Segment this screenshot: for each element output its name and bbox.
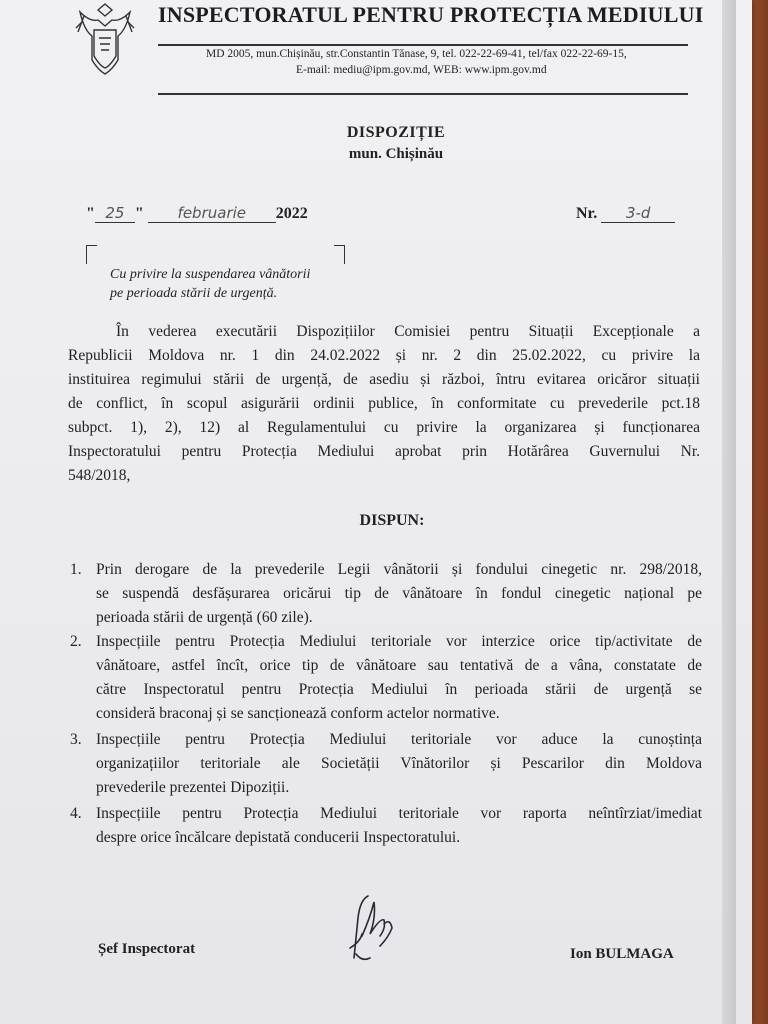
item-line: organizațiilor teritoriale ale Societății Vînătorilor și Pescarilor din Moldova xyxy=(96,755,702,772)
preamble-line: instituirea regimului stării de urgență, de asediu și război, întru evitarea oricăror situații xyxy=(68,371,700,388)
nr-label: Nr. xyxy=(576,205,598,222)
item-number: 3. xyxy=(70,731,82,748)
contact-address: MD 2005, mun.Chișinău, str.Constantin Tănase, 9, tel. 022-22-69-41, tel/fax 022-22-69-15, xyxy=(206,48,627,60)
subject-bracket-right xyxy=(334,245,345,264)
nr-value: 3-d xyxy=(601,204,675,223)
handwritten-signature xyxy=(340,888,410,968)
signatory-position: Șef Inspectorat xyxy=(98,941,196,957)
item-number: 2. xyxy=(70,633,82,650)
header-rule-bottom xyxy=(158,93,688,95)
subject-line: pe perioada stării de urgență. xyxy=(110,286,278,301)
document-place: mun. Chișinău xyxy=(348,146,444,162)
item-line: Inspecțiile pentru Protecția Mediului teritoriale vor aduce la cunoștința xyxy=(96,731,702,748)
item-text xyxy=(96,728,702,800)
document-subject xyxy=(110,265,310,303)
contact-email-web: E-mail: mediu@ipm.gov.md, WEB: www.ipm.gov.md xyxy=(296,64,547,76)
item-line: se suspendă desfășurarea oricărui tip de vânătoare în fondul cinegetic național pe xyxy=(96,585,702,602)
item-number: 4. xyxy=(70,805,82,822)
document-number xyxy=(576,204,675,223)
institution-name: INSPECTORATUL PENTRU PROTECȚIA MEDIULUI xyxy=(158,2,704,27)
item-line: Inspecțiile pentru Protecția Mediului teritoriale vor raporta neîntîrziat/imediat xyxy=(96,805,702,822)
preamble-line: Republicii Moldova nr. 1 din 24.02.2022 și nr. 2 din 25.02.2022, cu privire la xyxy=(68,347,700,364)
item-text xyxy=(96,630,702,726)
coat-of-arms-icon xyxy=(70,0,140,78)
item-line: Inspecțiile pentru Protecția Mediului teritoriale vor interzice orice tip/activitate de xyxy=(96,633,702,650)
item-line: prevederile prezentei Dipoziții. xyxy=(96,779,290,796)
preamble-line: subpct. 1), 2), 12) al Regulamentului cu privire la organizarea și funcționarea xyxy=(68,419,700,436)
preamble-line: Inspectoratului pentru Protecția Mediului aprobat prin Hotărârea Guvernului Nr. xyxy=(68,443,700,460)
preamble-line: 548/2018, xyxy=(68,467,131,484)
letterhead xyxy=(0,0,752,100)
date-month: februarie xyxy=(148,204,276,223)
preamble-line: de conflict, în scopul asigurării ordinii publice, în conformitate cu prevederile pct.18 xyxy=(68,395,700,412)
preamble-line: În vederea executării Dispozițiilor Comisiei pentru Situații Excepționale a xyxy=(116,323,700,340)
item-line: Prin derogare de la prevederile Legii vânătorii și fondului cinegetic nr. 298/2018, xyxy=(96,561,702,578)
item-line: către Inspectoratul pentru Protecția Mediului în perioada stării de urgență se xyxy=(96,681,702,698)
preamble-paragraph xyxy=(68,320,700,488)
item-line: despre orice încălcare depistată conducerii Inspectoratului. xyxy=(96,829,461,846)
date-day: 25 xyxy=(95,204,135,223)
document-date xyxy=(86,204,308,223)
dispun-heading: DISPUN: xyxy=(359,512,425,529)
item-text xyxy=(96,802,702,850)
item-number: 1. xyxy=(70,561,82,578)
date-year: 2022 xyxy=(275,205,308,222)
header-rule-top xyxy=(158,44,688,46)
date-quote-open: " xyxy=(86,205,95,222)
item-line: vânătoare, astfel încît, orice tip de vânătoare sau tentativă de a vâna, constatate de xyxy=(96,657,702,674)
document-type: DISPOZIȚIE xyxy=(346,124,446,141)
subject-line: Cu privire la suspendarea vânătorii xyxy=(110,267,311,282)
item-line: perioada stării de urgență (60 zile). xyxy=(96,609,313,626)
item-text xyxy=(96,558,702,630)
date-quote-close: " xyxy=(134,205,144,222)
subject-bracket-left xyxy=(86,245,97,264)
item-line: consideră braconaj și se sancționează conform actelor normative. xyxy=(96,705,500,722)
signatory-name: Ion BULMAGA xyxy=(570,946,674,962)
